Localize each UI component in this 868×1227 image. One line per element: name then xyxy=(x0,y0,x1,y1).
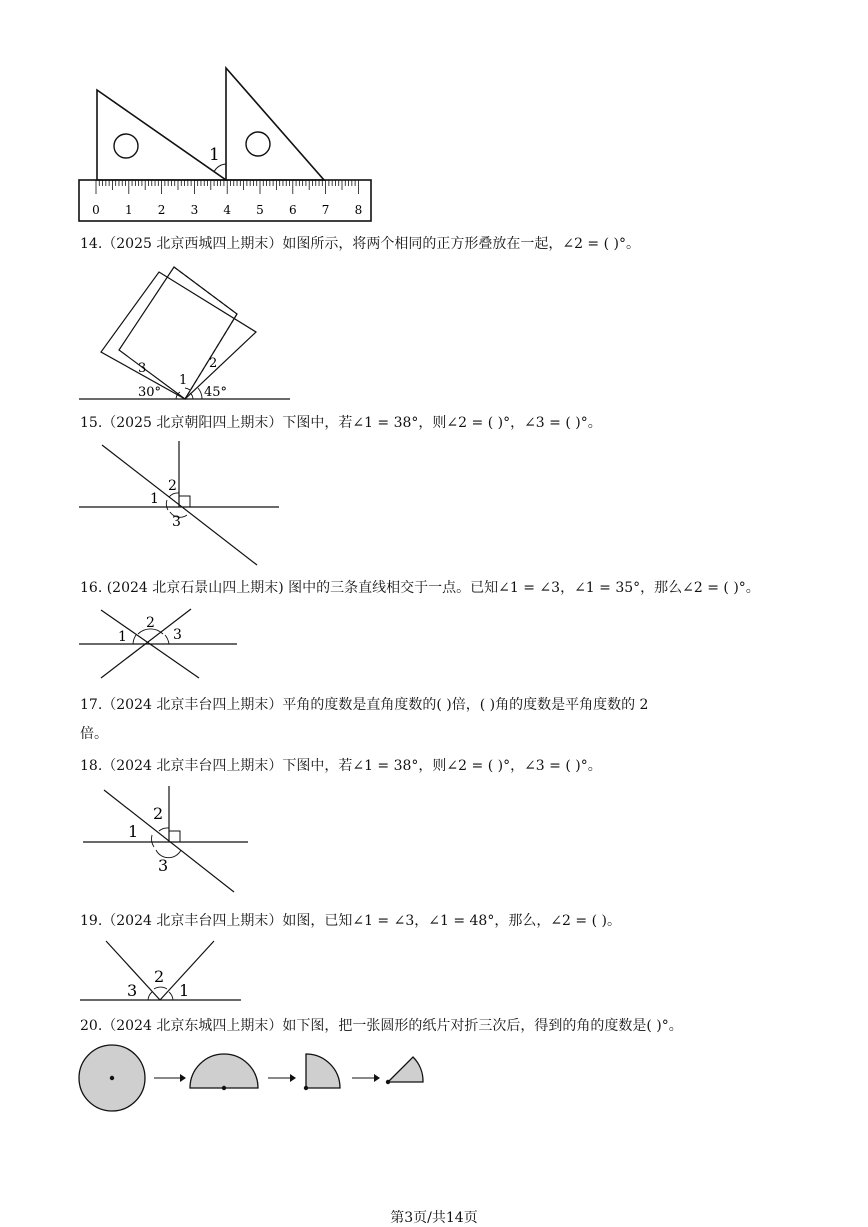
question-19: 19.（2024 北京丰台四上期末）如图，已知∠1 = ∠3，∠1 = 48°，那么，∠2 = ( )。 xyxy=(80,913,621,929)
ruler-tick-label: 8 xyxy=(354,203,363,217)
ruler-triangles-figure xyxy=(76,64,376,226)
question-17: 17.（2024 北京丰台四上期末）平角的度数是直角度数的( )倍，( )角的度数是平角度数的 2 xyxy=(80,697,649,713)
label-2: 2 xyxy=(146,615,155,631)
page-footer: 第3页/共14页 xyxy=(390,1210,478,1226)
angle-1-label: 1 xyxy=(209,145,220,165)
question-16: 16. (2024 北京石景山四上期末) 图中的三条直线相交于一点。已知∠1 = ∠3，∠1 = 35°，那么∠2 = ( )°。 xyxy=(80,580,760,596)
label-1: 1 xyxy=(179,981,190,1000)
figure-q16-three-lines xyxy=(76,604,240,682)
label-1: 1 xyxy=(118,629,127,645)
label-3: 3 xyxy=(173,627,182,643)
ruler-tick-label: 1 xyxy=(124,203,133,217)
label-30deg: 30° xyxy=(138,385,162,400)
figure-q18-lines xyxy=(80,784,252,896)
label-2: 2 xyxy=(209,356,218,371)
label-3: 3 xyxy=(172,514,181,530)
quarter-circle xyxy=(306,1054,340,1088)
question-20: 20.（2024 北京东城四上期末）如下图，把一张圆形的纸片对折三次后，得到的角的度数是( )°。 xyxy=(80,1018,683,1034)
figure-q19-angles xyxy=(78,937,244,1003)
label-2: 2 xyxy=(154,967,165,986)
ruler-tick-label: 6 xyxy=(288,203,297,217)
question-14: 14.（2025 北京西城四上期末）如图所示，将两个相同的正方形叠放在一起，∠2 = ( )°。 xyxy=(80,236,640,252)
label-3: 3 xyxy=(158,856,169,875)
figure-q15-lines xyxy=(76,438,282,568)
label-3: 3 xyxy=(127,981,138,1000)
label-3: 3 xyxy=(138,361,147,376)
question-18: 18.（2024 北京丰台四上期末）下图中，若∠1 = 38°，则∠2 = ( )°，∠3 = ( )°。 xyxy=(80,758,602,774)
label-2: 2 xyxy=(168,478,177,494)
ruler-tick-label: 2 xyxy=(157,203,166,217)
eighth-circle xyxy=(388,1057,423,1082)
question-17-continued: 倍。 xyxy=(80,726,108,742)
label-45deg: 45° xyxy=(204,385,228,400)
figure-q20-folding xyxy=(76,1042,428,1116)
half-circle xyxy=(190,1054,258,1088)
ruler-tick-label: 5 xyxy=(256,203,264,217)
figure-q14-squares xyxy=(76,266,296,404)
label-1: 1 xyxy=(179,373,188,388)
set-square-right xyxy=(226,68,324,180)
ruler-tick-label: 3 xyxy=(190,203,199,217)
ruler-tick-label: 0 xyxy=(92,203,100,217)
label-1: 1 xyxy=(150,491,159,507)
ruler-tick-label: 4 xyxy=(223,203,232,217)
question-15: 15.（2025 北京朝阳四上期末）下图中，若∠1 = 38°，则∠2 = ( )°，∠3 = ( )°。 xyxy=(80,415,602,431)
label-2: 2 xyxy=(153,804,164,823)
set-square-left xyxy=(97,90,226,180)
ruler-tick-label: 7 xyxy=(321,203,330,217)
label-1: 1 xyxy=(128,822,139,841)
